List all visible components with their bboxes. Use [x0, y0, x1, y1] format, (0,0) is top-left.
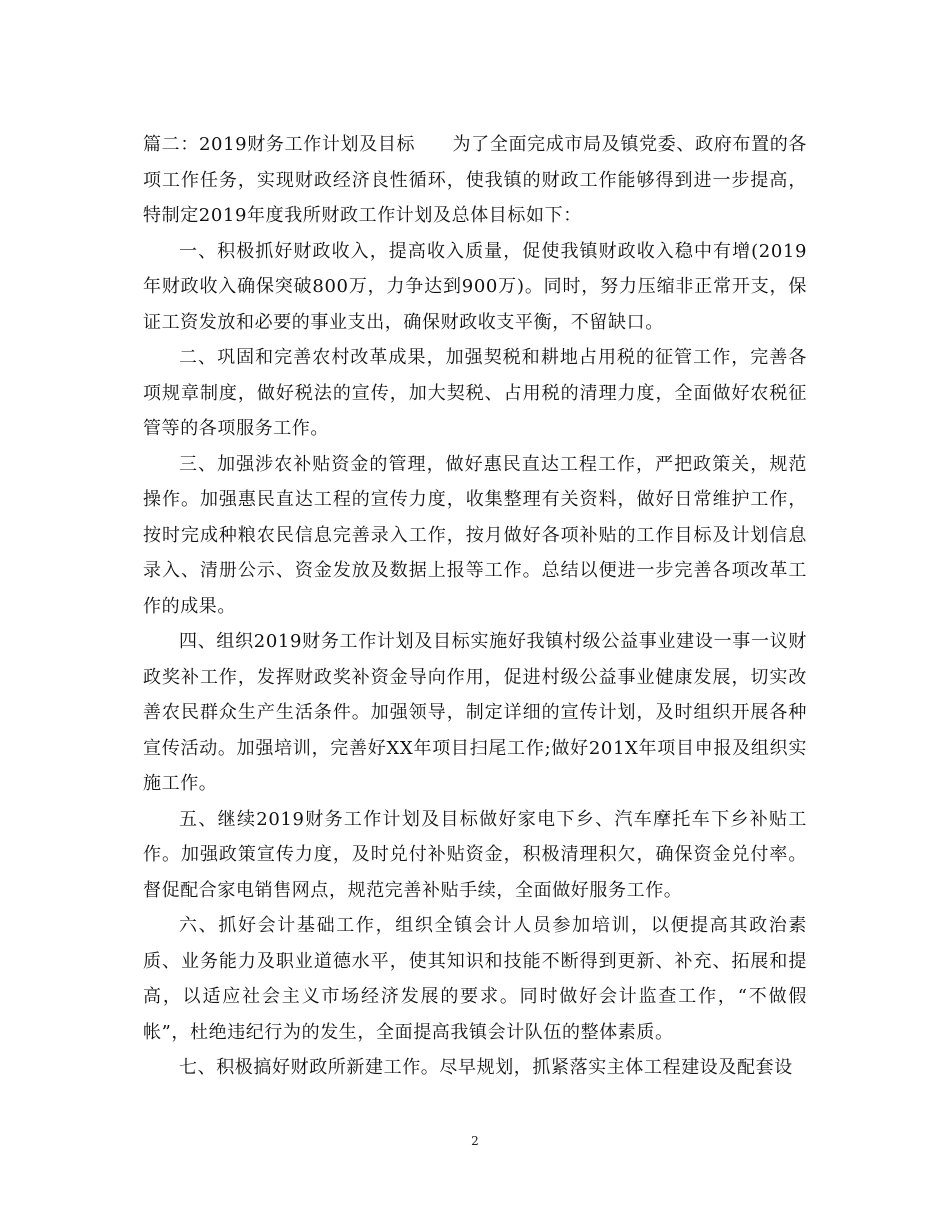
paragraph-item-5: 五、继续2019财务工作计划及目标做好家电下乡、汽车摩托车下乡补贴工作。加强政策宣传力度，及时兑付补贴资金，积极清理积欠，确保资金兑付率。督促配合家电销售网点，规范完善补贴手续，全面做好服务工作。: [143, 808, 807, 901]
paragraph-item-2: 二、巩固和完善农村改革成果，加强契税和耕地占用税的征管工作，完善各项规章制度，做好税法的宣传，加大契税、占用税的清理力度，全面做好农税征管等的各项服务工作。: [143, 347, 807, 439]
paragraph-item-1: 一、积极抓好财政收入，提高收入质量，促使我镇财政收入稳中有增(2019年财政收入确保突破800万，力争达到900万)。同时，努力压缩非正常开支，保证工资发放和必要的事业支出，确保财政收支平衡，不留缺口。: [143, 240, 807, 333]
intro-paragraph: 篇二：2019财务工作计划及目标 为了全面完成市局及镇党委、政府布置的各项工作任务，实现财政经济良性循环，使我镇的财政工作能够得到进一步提高，特制定2019年度我所财政工作计划及总体目标如下：: [143, 134, 807, 226]
paragraph-item-6: 六、抓好会计基础工作，组织全镇会计人员参加培训，以便提高其政治素质、业务能力及职业道德水平，使其知识和技能不断得到更新、补充、拓展和提高，以适应社会主义市场经济发展的要求。同时做好会计监查工作，“不做假帐”，杜绝违纪行为的发生，全面提高我镇会计队伍的整体素质。: [143, 915, 807, 1043]
document-body: [143, 127, 807, 1086]
paragraph-item-3: 三、加强涉农补贴资金的管理，做好惠民直达工程工作，严把政策关，规范操作。加强惠民直达工程的宣传力度，收集整理有关资料，做好日常维护工作，按时完成种粮农民信息完善录入工作，按月做好各项补贴的工作目标及计划信息录入、清册公示、资金发放及数据上报等工作。总结以便进一步完善各项改革工作的成果。: [143, 453, 807, 617]
paragraph-item-7: 七、积极搞好财政所新建工作。尽早规划，抓紧落实主体工程建设及配套设: [179, 1057, 793, 1078]
page-number: 2: [471, 1134, 479, 1148]
paragraph-item-4: 四、组织2019财务工作计划及目标实施好我镇村级公益事业建设一事一议财政奖补工作，发挥财政奖补资金导向作用，促进村级公益事业健康发展，切实改善农民群众生产生活条件。加强领导，制定详细的宣传计划，及时组织开展各种宣传活动。加强培训，完善好XX年项目扫尾工作;做好201X年项目申报及组织实施工作。: [143, 631, 807, 794]
